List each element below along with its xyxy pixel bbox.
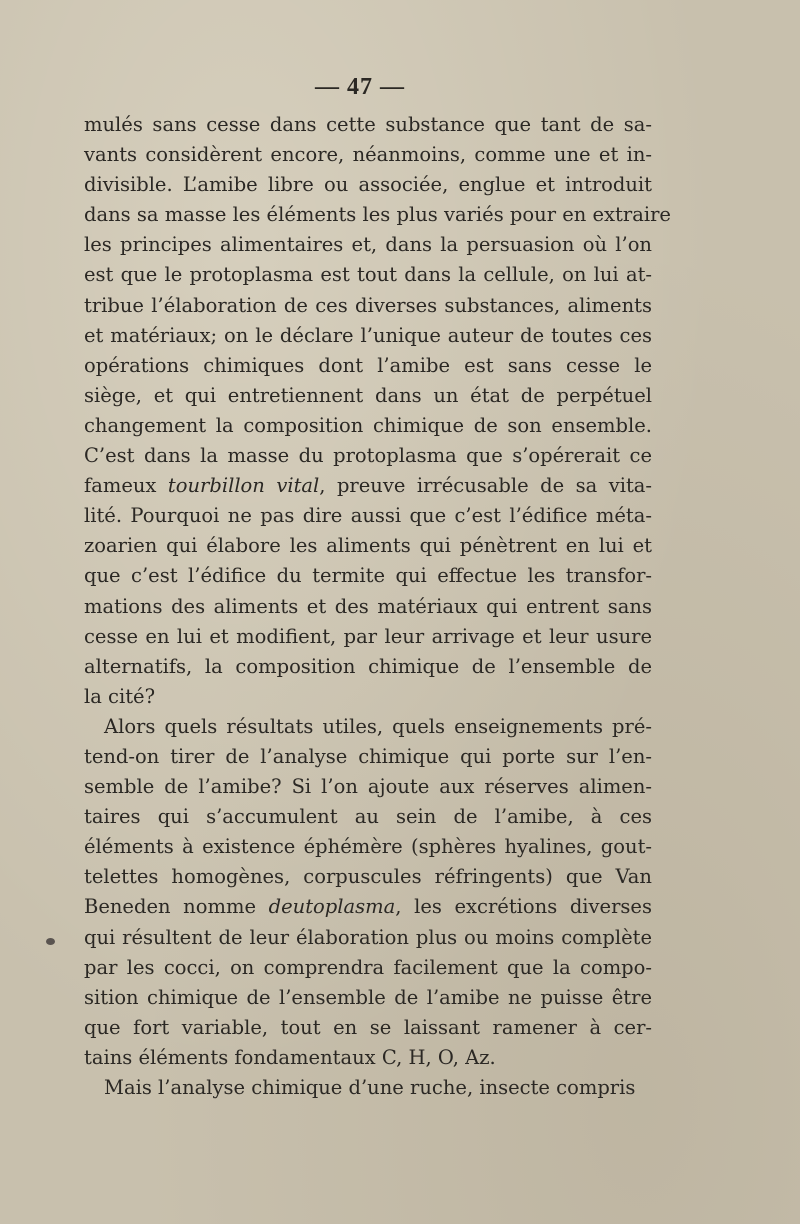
text-line: cesse en lui et modifient, par leur arrivage et leur usure xyxy=(84,624,652,648)
text-line: sition chimique de l’ensemble de l’amibe ne puisse être xyxy=(84,985,652,1009)
text-run: , preuve irrécusable de sa vita- xyxy=(319,474,652,498)
text-line: siège, et qui entretiennent dans un état de perpétuel xyxy=(84,383,652,407)
text-line: les principes alimentaires et, dans la persuasion où l’on xyxy=(84,233,652,257)
page-number: — 47 — xyxy=(315,74,405,100)
text-line: mulés sans cesse dans cette substance que tant de sa- xyxy=(84,113,652,136)
text-line: zoarien qui élabore les aliments qui pénètrent en lui et xyxy=(84,534,652,558)
text-run: , les excrétions diverses xyxy=(395,895,652,919)
text-line: que c’est l’édifice du termite qui effectue les transfor- xyxy=(84,564,652,588)
text-line: vants considèrent encore, néanmoins, comme une et in- xyxy=(84,143,652,167)
text-line: qui résultent de leur élaboration plus ou moins complète xyxy=(84,925,652,949)
text-line xyxy=(84,471,652,501)
text-line: et matériaux; on le déclare l’unique auteur de toutes ces xyxy=(84,323,652,347)
text-line: lité. Pourquoi ne pas dire aussi que c’est l’édifice méta- xyxy=(84,504,652,528)
text-line: tend-on tirer de l’analyse chimique qui porte sur l’en- xyxy=(84,744,652,768)
text-line: alternatifs, la composition chimique de l’ensemble de xyxy=(84,654,652,678)
text-line: mations des aliments et des matériaux qui entrent sans xyxy=(84,594,652,618)
italic-term: tourbillon vital xyxy=(167,474,320,498)
text-line: éléments à existence éphémère (sphères hyalines, gout- xyxy=(84,835,652,859)
text-run: fameux xyxy=(84,474,168,498)
text-line: par les cocci, on comprendra facilement que la compo- xyxy=(84,955,652,979)
body-text xyxy=(84,110,671,1103)
text-line: tains éléments fondamentaux C, H, O, Az. xyxy=(84,1045,496,1069)
text-line: semble de l’amibe? Si l’on ajoute aux réserves alimen- xyxy=(84,775,652,799)
text-line: opérations chimiques dont l’amibe est sans cesse le xyxy=(84,353,652,377)
text-line: divisible. L’amibe libre ou associée, englue et introduit xyxy=(84,173,652,197)
text-line: est que le protoplasma est tout dans la cellule, on lui at- xyxy=(84,263,652,287)
text-line xyxy=(84,892,652,922)
text-line: telettes homogènes, corpuscules réfringents) que Van xyxy=(84,865,652,889)
text-line: taires qui s’accumulent au sein de l’amibe, à ces xyxy=(84,805,652,829)
text-line: changement la composition chimique de son ensemble. xyxy=(84,413,652,437)
text-line: tribue l’élaboration de ces diverses substances, aliments xyxy=(84,293,652,317)
text-line: la cité? xyxy=(84,684,156,708)
text-line: que fort variable, tout en se laissant ramener à cer- xyxy=(84,1015,652,1039)
ink-speck xyxy=(46,938,55,945)
italic-term: deutoplasma xyxy=(268,895,396,919)
text-line: Mais l’analyse chimique d’une ruche, insecte compris xyxy=(104,1076,636,1099)
text-line: dans sa masse les éléments les plus variés pour en extraire xyxy=(84,203,671,227)
text-line: Alors quels résultats utiles, quels enseignements pré- xyxy=(104,714,652,738)
text-run: Beneden nomme xyxy=(84,895,269,919)
text-line: C’est dans la masse du protoplasma que s’opérerait ce xyxy=(84,444,652,468)
